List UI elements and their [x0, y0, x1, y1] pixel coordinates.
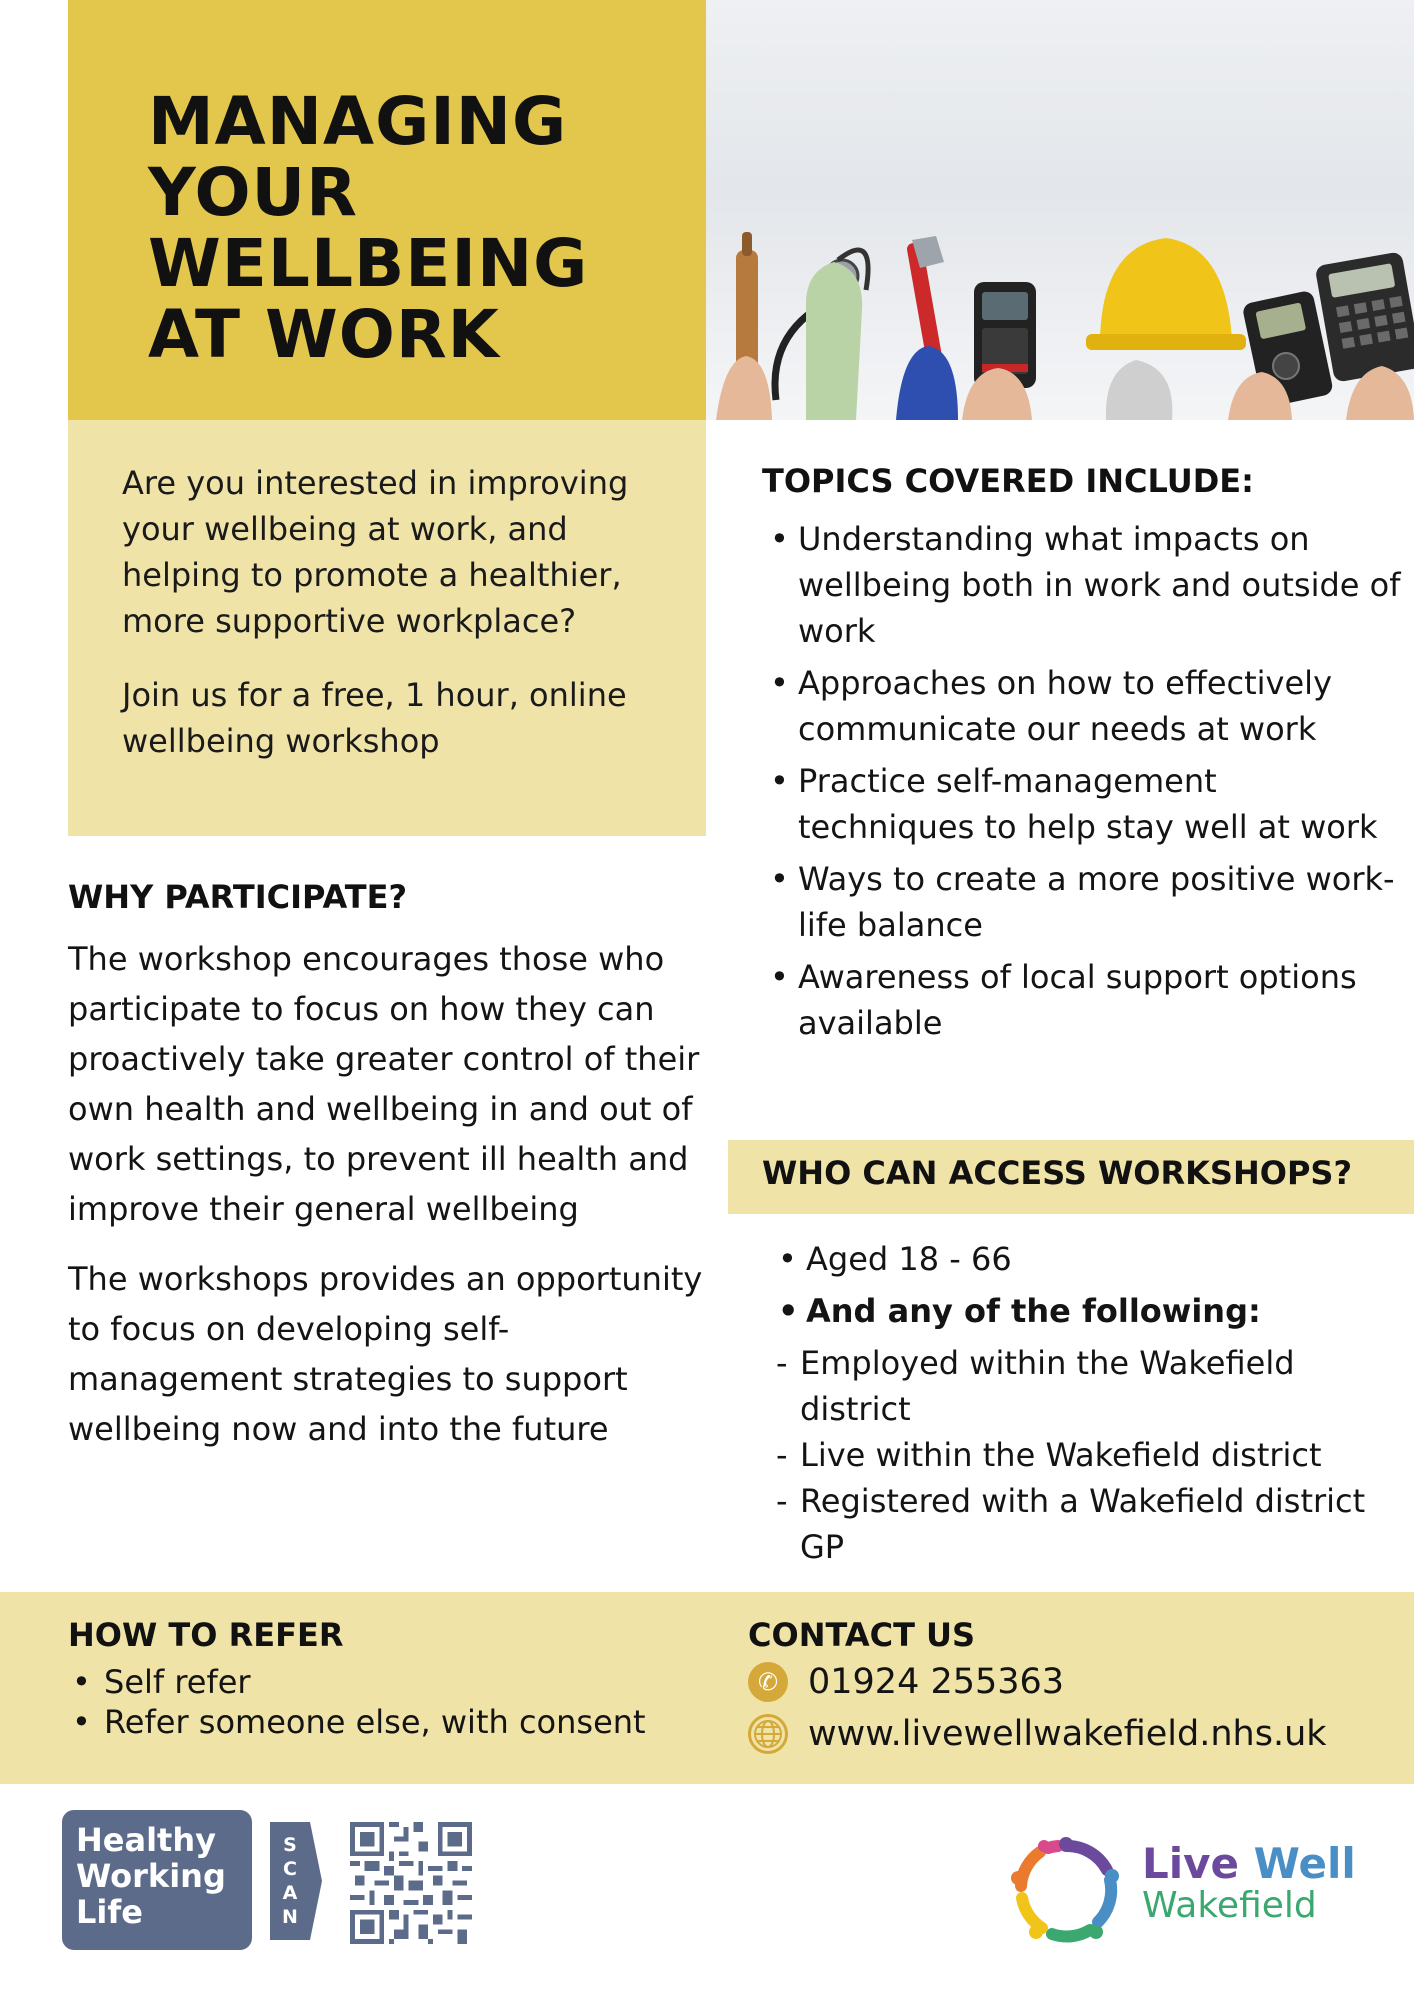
- title-line: AT WORK: [148, 296, 500, 373]
- scan-arrow-icon: [310, 1822, 322, 1940]
- stethoscope-icon: [775, 250, 868, 420]
- topic-item: • Ways to create a more positive work-life balance: [762, 856, 1402, 948]
- topics-list: [762, 516, 1402, 1046]
- refer-item: • Self refer: [68, 1662, 708, 1702]
- healthy-working-life-logo: [62, 1810, 252, 1950]
- who-heading-bar: [728, 1140, 1414, 1214]
- contact-phone-line[interactable]: [748, 1658, 1388, 1706]
- why-paragraph: The workshops provides an opportunity to focus on developing self-management strategies to support wellbeing now and into the future: [68, 1260, 703, 1448]
- why-section: [68, 878, 708, 1454]
- scan-letter: C: [283, 1858, 297, 1880]
- intro-question: Are you interested in improving your wellbeing at work, and helping to promote a healthier, more supportive workplace?: [122, 464, 629, 640]
- who-condition: - Employed within the Wakefield district: [772, 1340, 1392, 1432]
- wrench-icon: [896, 236, 958, 420]
- multimeter-icon: [1228, 290, 1334, 420]
- globe-icon: [748, 1714, 788, 1754]
- card-reader-icon: [962, 282, 1036, 420]
- hero-image: [706, 0, 1414, 420]
- rolling-pin-icon: [716, 232, 772, 420]
- who-age: • Aged 18 - 66: [772, 1236, 1392, 1282]
- title-line: MANAGING: [148, 83, 568, 160]
- page-title: [148, 83, 589, 373]
- qr-code[interactable]: [350, 1822, 472, 1944]
- refer-heading: HOW TO REFER: [68, 1616, 344, 1654]
- live-well-wakefield-logo: [1006, 1836, 1386, 1946]
- topic-item: • Awareness of local support options available: [762, 954, 1402, 1046]
- scan-letter: A: [282, 1882, 298, 1904]
- who-condition: - Live within the Wakefield district: [772, 1432, 1392, 1478]
- why-heading: WHY PARTICIPATE?: [68, 878, 408, 916]
- intro-panel: [68, 420, 706, 836]
- lww-wakefield: Wakefield: [1142, 1885, 1317, 1926]
- title-block: [68, 0, 706, 420]
- contact-phone[interactable]: 01924 255363: [808, 1662, 1065, 1702]
- scan-letter: S: [283, 1834, 297, 1856]
- refer-list: [68, 1662, 708, 1742]
- hwl-line: Healthy: [76, 1821, 216, 1859]
- people-circle-icon: [1006, 1836, 1126, 1946]
- contact-section: [748, 1616, 1388, 1758]
- who-heading: WHO CAN ACCESS WORKSHOPS?: [762, 1154, 1353, 1192]
- phone-icon: ✆: [748, 1662, 788, 1702]
- topics-section: [762, 462, 1402, 1052]
- who-list: [772, 1236, 1392, 1570]
- topics-heading: TOPICS COVERED INCLUDE:: [762, 462, 1254, 500]
- topic-item: • Approaches on how to effectively communicate our needs at work: [762, 660, 1402, 752]
- scan-letter: N: [282, 1906, 298, 1928]
- lww-wordmark: [1142, 1839, 1356, 1926]
- hero-illustration: [706, 0, 1414, 420]
- why-paragraph: The workshop encourages those who participate to focus on how they can proactively take greater control of their own health and wellbeing in and out of work settings, to prevent ill health and improve their general wellbeing: [68, 940, 700, 1228]
- who-any-of: • And any of the following:: [772, 1288, 1392, 1334]
- contact-website[interactable]: www.livewellwakefield.nhs.uk: [808, 1714, 1327, 1754]
- lww-live: Live: [1142, 1839, 1240, 1888]
- title-line: YOUR: [148, 154, 358, 231]
- hard-hat-icon: [1086, 238, 1246, 420]
- contact-website-line[interactable]: [748, 1710, 1388, 1758]
- hwl-line: Working: [76, 1857, 226, 1895]
- contact-heading: CONTACT US: [748, 1616, 976, 1654]
- who-condition: - Registered with a Wakefield district GP: [772, 1478, 1392, 1570]
- topic-item: • Understanding what impacts on wellbeing both in work and outside of work: [762, 516, 1402, 654]
- scan-tab: [270, 1822, 310, 1940]
- lww-well: Well: [1253, 1839, 1356, 1888]
- calculator-icon: [1315, 251, 1414, 420]
- refer-item: • Refer someone else, with consent: [68, 1702, 708, 1742]
- intro-invite: Join us for a free, 1 hour, online wellbeing workshop: [122, 676, 627, 760]
- topic-item: • Practice self-management techniques to help stay well at work: [762, 758, 1402, 850]
- hwl-line: Life: [76, 1893, 143, 1931]
- refer-section: [68, 1616, 708, 1742]
- title-line: WELLBEING: [148, 225, 589, 302]
